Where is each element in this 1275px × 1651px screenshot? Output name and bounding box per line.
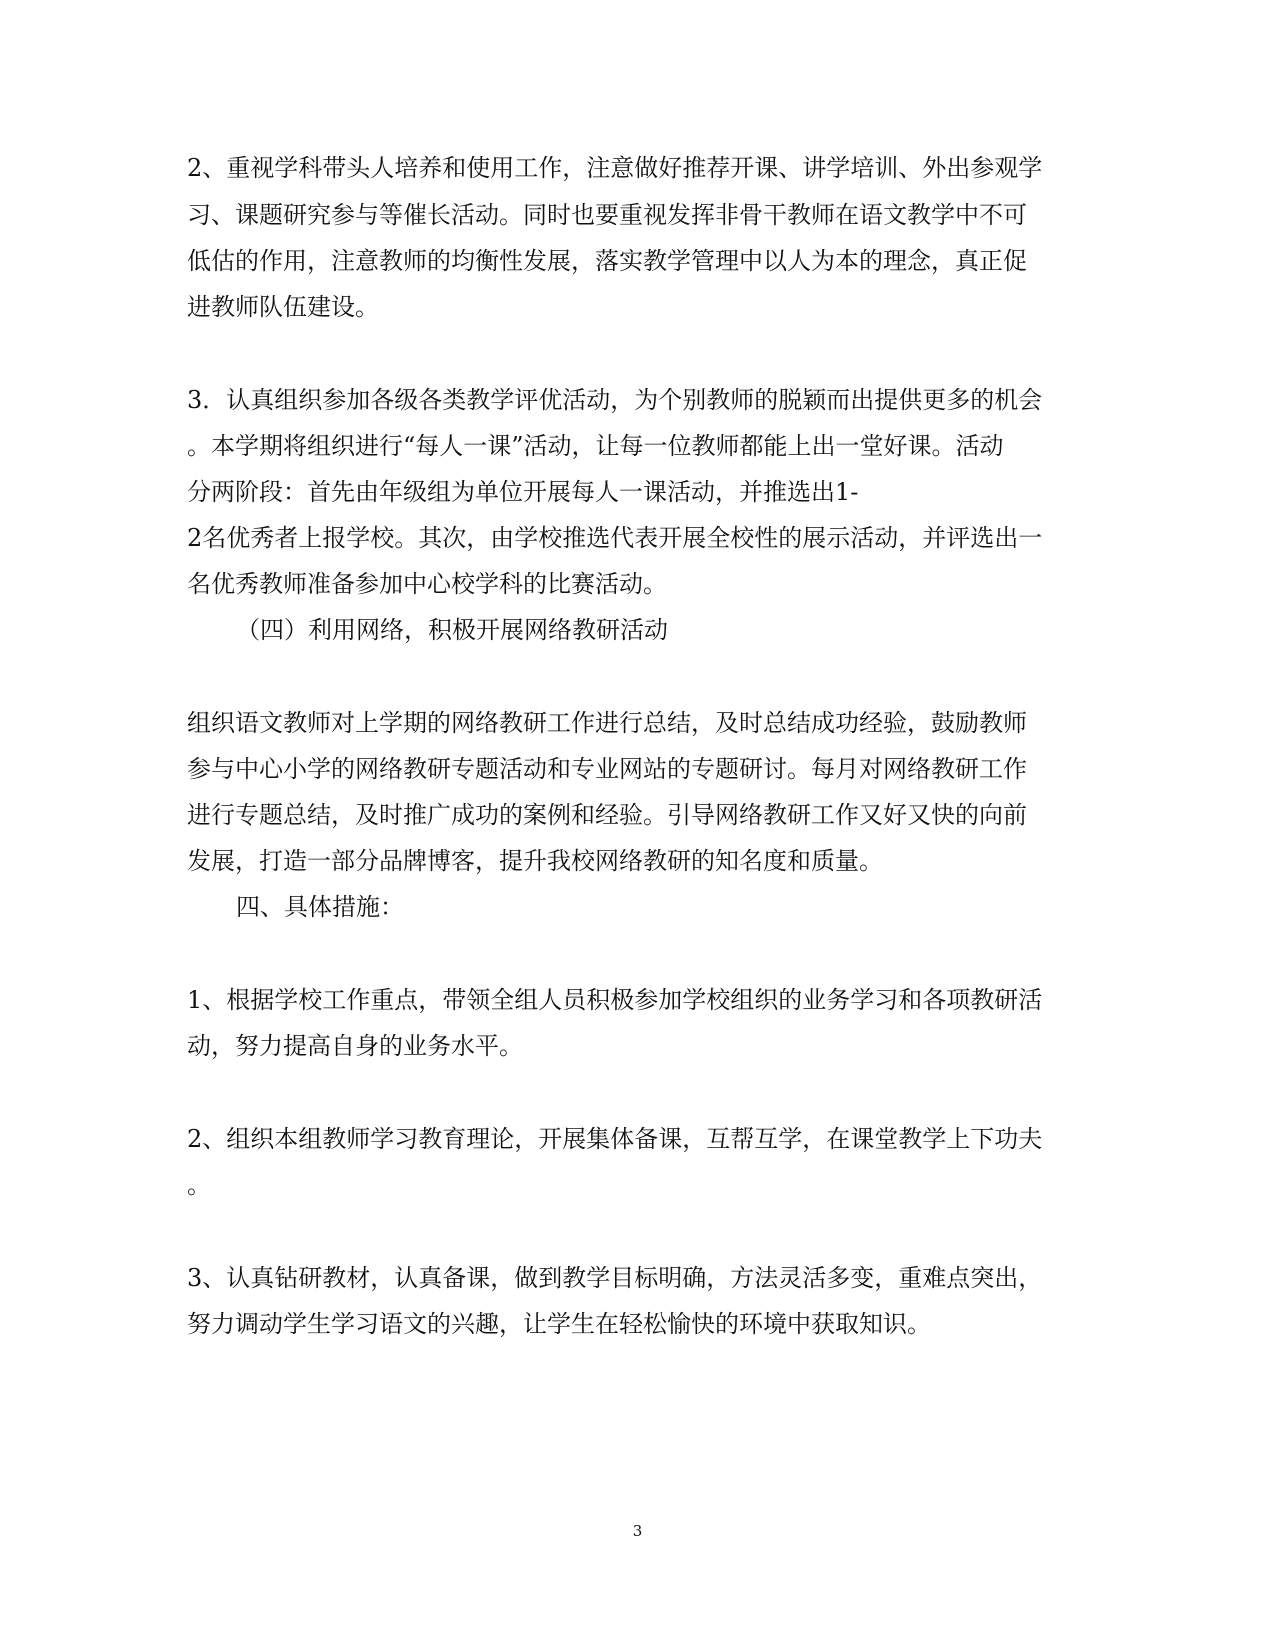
paragraph-line: 发展，打造一部分品牌博客，提升我校网络教研的知名度和质量。 (187, 847, 883, 875)
paragraph-line: 分两阶段：首先由年级组为单位开展每人一课活动，并推选出1- (187, 478, 859, 506)
paragraph-line: 动，努力提高自身的业务水平。 (187, 1032, 523, 1060)
paragraph-line: 低估的作用，注意教师的均衡性发展，落实教学管理中以人为本的理念，真正促 (187, 247, 1027, 275)
paragraph-line: 组织语文教师对上学期的网络教研工作进行总结，及时总结成功经验，鼓励教师 (187, 709, 1027, 737)
paragraph-line: 2名优秀者上报学校。其次，由学校推选代表开展全校性的展示活动，并评选出一 (187, 524, 1043, 552)
paragraph-line: 习、课题研究参与等催长活动。同时也要重视发挥非骨干教师在语文教学中不可 (187, 201, 1027, 229)
paragraph-line: 。本学期将组织进行“每人一课”活动，让每一位教师都能上出一堂好课。活动 (187, 432, 1004, 460)
paragraph-line: 2、重视学科带头人培养和使用工作，注意做好推荐开课、讲学培训、外出参观学 (187, 154, 1043, 182)
paragraph-line: 参与中心小学的网络教研专题活动和专业网站的专题研讨。每月对网络教研工作 (187, 755, 1027, 783)
paragraph-line: 进教师队伍建设。 (187, 293, 379, 321)
paragraph-line: 3．认真组织参加各级各类教学评优活动，为个别教师的脱颖而出提供更多的机会 (187, 386, 1043, 414)
paragraph-line: 名优秀教师准备参加中心校学科的比赛活动。 (187, 570, 667, 598)
paragraph-line: 进行专题总结，及时推广成功的案例和经验。引导网络教研工作又好又快的向前 (187, 801, 1027, 829)
paragraph-line: 3、认真钻研教材，认真备课，做到教学目标明确，方法灵活多变，重难点突出， (187, 1264, 1043, 1292)
paragraph-line: 努力调动学生学习语文的兴趣，让学生在轻松愉快的环境中获取知识。 (187, 1310, 931, 1338)
page-number: 3 (632, 1522, 643, 1540)
paragraph-line: 2、组织本组教师学习教育理论，开展集体备课，互帮互学，在课堂教学上下功夫 (187, 1125, 1043, 1153)
section-heading: （四）利用网络，积极开展网络教研活动 (236, 616, 668, 644)
paragraph-line: 。 (187, 1171, 211, 1199)
section-heading: 四、具体措施： (236, 893, 404, 921)
paragraph-line: 1、根据学校工作重点，带领全组人员积极参加学校组织的业务学习和各项教研活 (187, 986, 1043, 1014)
